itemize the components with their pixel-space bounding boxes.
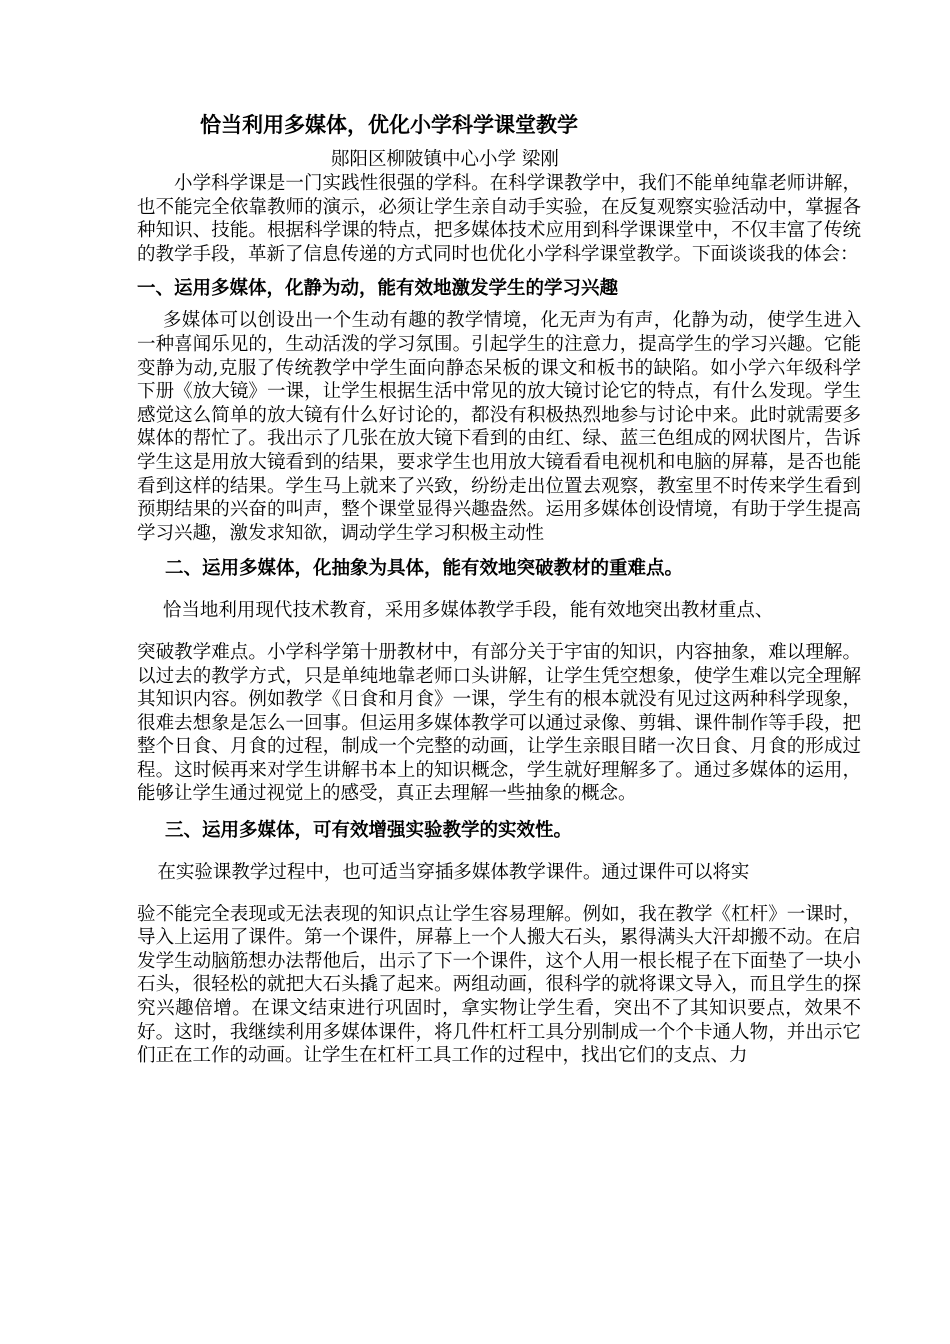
section-1-paragraph: 多媒体可以创设出一个生动有趣的教学情境，化无声为有声，化静为动，使学生进入一种喜闻乐见的，生动活泼的学习氛围。引起学生的注意力，提高学生的学习兴趣。它能变静为动,克服了传统教学中学生面向静态呆板的课文和板书的缺陷。如小学六年级科学下册《放大镜》一课，让学生根据生活中常见的放大镜讨论它的特点，有什么发现。学生感觉这么简单的放大镜有什么好讨论的，都没有积极热烈地参与讨论中来。此时就需要多媒体的帮忙了。我出示了几张在放大镜下看到的由红、绿、蓝三色组成的网状图片，告诉学生这是用放大镜看到的结果，要求学生也用放大镜看看电视机和电脑的屏幕，是否也能看到这样的结果。学生马上就来了兴致，纷纷走出位置去观察，教室里不时传来学生看到预期结果的兴奋的叫声，整个课堂显得兴趣盎然。运用多媒体创设情境，有助于学生提高学习兴趣，激发求知欲，调动学生学习积极主动性 <box>137 310 861 544</box>
document-author: 郧阳区柳陂镇中心小学 梁刚 <box>331 149 559 170</box>
document-page <box>137 110 861 1068</box>
section-1-heading: 一、运用多媒体，化静为动，能有效地激发学生的学习兴趣 <box>137 278 619 300</box>
section-2-heading: 二、运用多媒体，化抽象为具体，能有效地突破教材的重难点。 <box>165 558 684 580</box>
section-2-paragraph: 突破教学难点。小学科学第十册教材中，有部分关于宇宙的知识，内容抽象，难以理解。以过去的教学方式，只是单纯地靠老师口头讲解，让学生凭空想象，使学生难以完全理解其知识内容。例如教学《日食和月食》一课，学生有的根本就没有见过这两种科学现象，很难去想象是怎么一回事。但运用多媒体教学可以通过录像、剪辑、课件制作等手段，把整个日食、月食的过程，制成一个完整的动画，让学生亲眼目睹一次日食、月食的形成过程。这时候再来对学生讲解书本上的知识概念，学生就好理解多了。通过多媒体的运用，能够让学生通过视觉上的感受，真正去理解一些抽象的概念。 <box>137 641 861 805</box>
section-3-heading: 三、运用多媒体，可有效增强实验教学的实效性。 <box>165 820 573 842</box>
section-3-lead-line: 在实验课教学过程中，也可适当穿插多媒体教学课件。通过课件可以将实 <box>157 862 750 884</box>
section-2-lead-line: 恰当地利用现代技术教育，采用多媒体教学手段，能有效地突出教材重点、 <box>162 600 774 622</box>
intro-paragraph: 小学科学课是一门实践性很强的学科。在科学课教学中，我们不能单纯靠老师讲解，也不能完全依靠教师的演示，必须让学生亲自动手实验，在反复观察实验活动中，掌握各种知识、技能。根据科学课的特点，把多媒体技术应用到科学课课堂中，不仅丰富了传统的教学手段，革新了信息传递的方式同时也优化小学科学课堂教学。下面谈谈我的体会： <box>137 173 861 265</box>
document-title: 恰当利用多媒体，优化小学科学课堂教学 <box>200 113 578 137</box>
section-3-paragraph: 验不能完全表现或无法表现的知识点让学生容易理解。例如，我在教学《杠杆》一课时，导入上运用了课件。第一个课件，屏幕上一个人搬大石头，累得满头大汗却搬不动。在启发学生动脑筋想办法帮他后，出示了下一个课件，这个人用一根长棍子在下面垫了一块小石头，很轻松的就把大石头撬了起来。两组动画，很科学的就将课文导入，而且学生的探究兴趣倍增。在课文结束进行巩固时，拿实物让学生看，突出不了其知识要点，效果不好。这时，我继续利用多媒体课件，将几件杠杆工具分别制成一个个卡通人物，并出示它们正在工作的动画。让学生在杠杆工具工作的过程中，找出它们的支点、力 <box>137 903 861 1067</box>
